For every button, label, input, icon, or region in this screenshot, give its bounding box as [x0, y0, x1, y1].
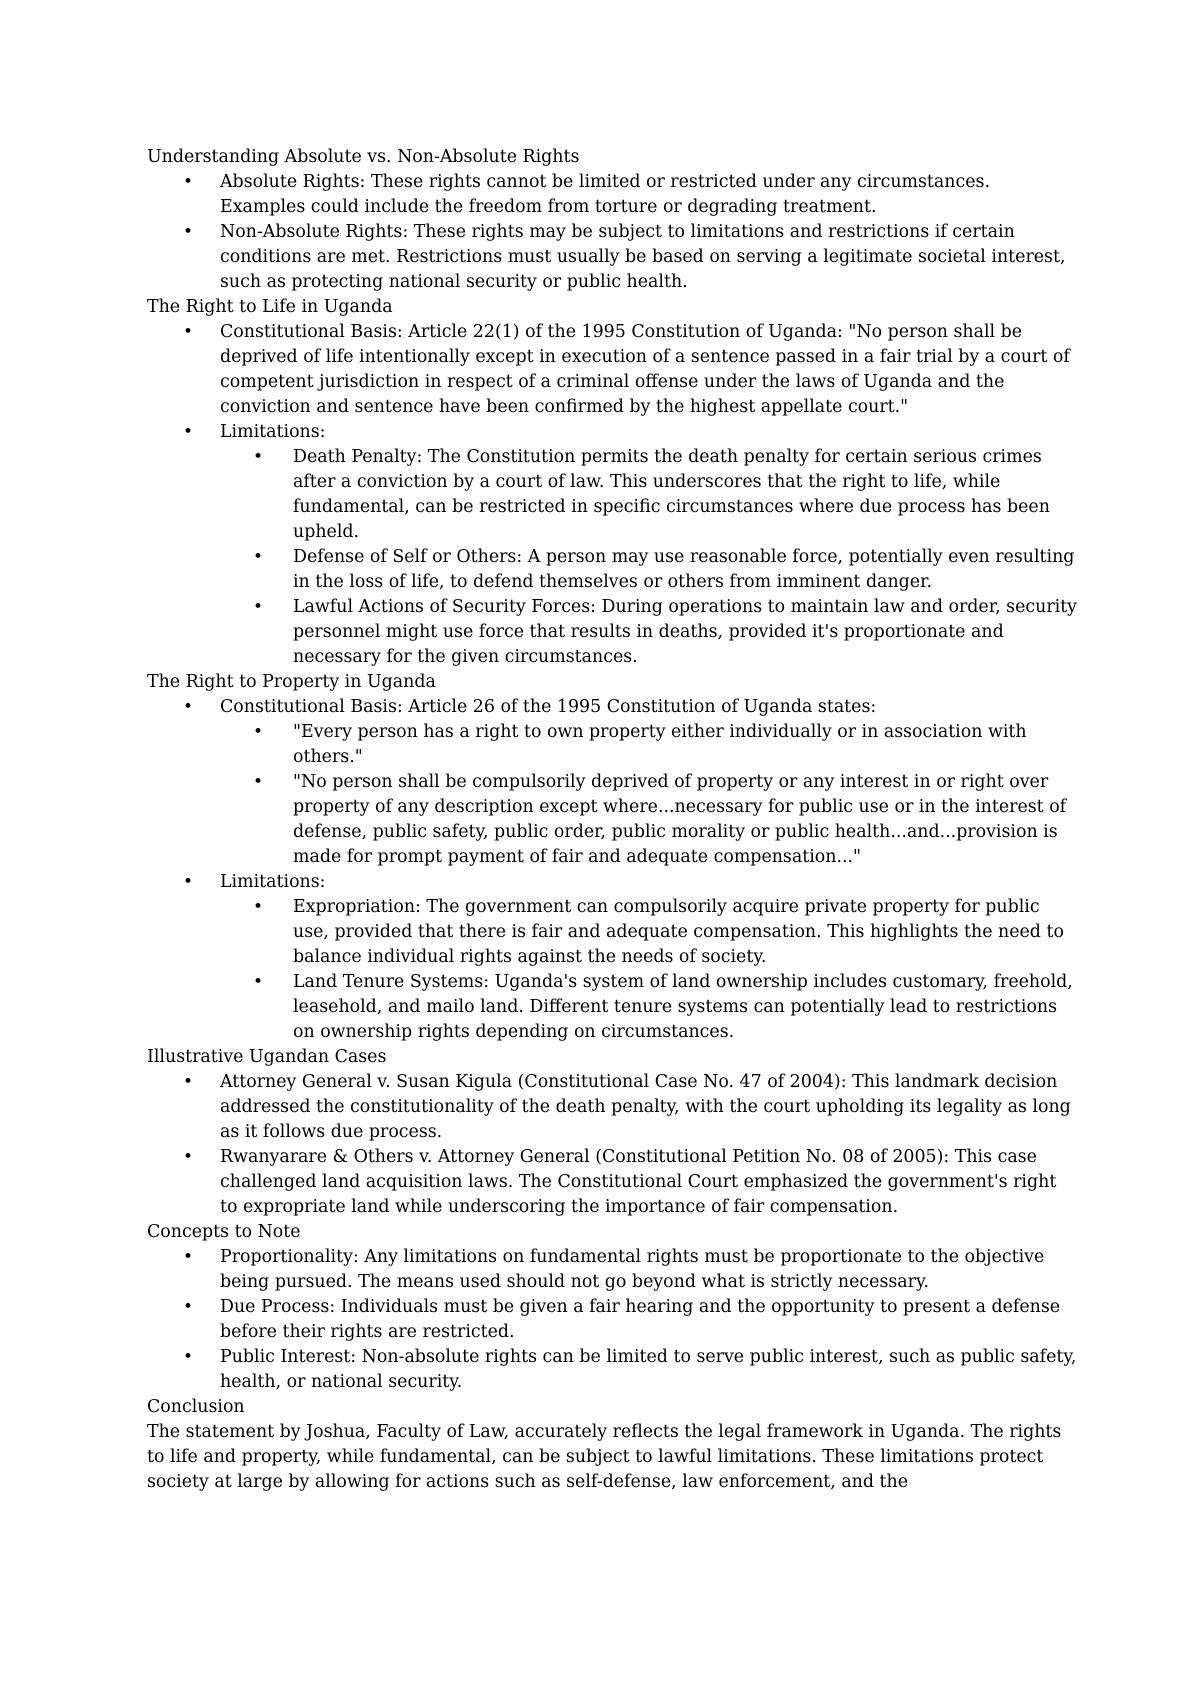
list-item-text: Death Penalty: The Constitution permits the death penalty for certain serious crimes after a conviction by a court of law. This underscores that the right to life, while fundamental, can be restricted in specific circumstances where due process has been upheld.	[293, 447, 1050, 542]
list-item-text: Limitations:	[220, 872, 326, 892]
list-item-text: Rwanyarare & Others v. Attorney General (Constitutional Petition No. 08 of 2005): This case challenged land acquisition laws. The Constitutional Court emphasized the government's right to expropriate land while underscoring the importance of fair compensation.	[220, 1147, 1057, 1217]
list-item-text: Proportionality: Any limitations on fundamental rights must be proportionate to the objective being pursued. The means used should not go beyond what is strictly necessary.	[220, 1247, 1045, 1292]
bullet-list	[147, 170, 1077, 295]
list-item-text: Land Tenure Systems: Uganda's system of land ownership includes customary, freehold, leasehold, and mailo land. Different tenure systems can potentially lead to restrictions on ownership rights depending on circumstances.	[293, 972, 1073, 1042]
bullet-list	[147, 320, 1077, 670]
list-item	[147, 1345, 1077, 1395]
list-item-text: Limitations:	[220, 422, 326, 442]
section-heading: The Right to Property in Uganda	[147, 672, 436, 692]
list-item-text: Non-Absolute Rights: These rights may be subject to limitations and restrictions if certain conditions are met. Restrictions must usually be based on serving a legitimate societal interest, such as protecting national security or public health.	[220, 222, 1066, 292]
sub-list-item	[147, 545, 1077, 595]
section-heading: Concepts to Note	[147, 1222, 301, 1242]
sub-list-item	[147, 970, 1077, 1045]
sub-list-item	[147, 595, 1077, 670]
bullet-icon: •	[183, 1072, 194, 1092]
list-item-text: "No person shall be compulsorily deprived of property or any interest in or right over property of any description except where...necessary for public use or in the interest of defense, public safety, public order, public morality or public health...and...provision is made for prompt payment of fair and adequate compensation..."	[293, 772, 1067, 867]
list-item-text: Lawful Actions of Security Forces: During operations to maintain law and order, security personnel might use force that results in deaths, provided it's proportionate and necessary for the given circumstances.	[293, 597, 1078, 667]
list-item	[147, 1295, 1077, 1345]
bullet-list	[147, 1245, 1077, 1395]
list-item	[147, 170, 1077, 220]
list-item-text: Constitutional Basis: Article 26 of the 1995 Constitution of Uganda states:	[220, 697, 877, 717]
bullet-icon: •	[253, 722, 264, 742]
list-item	[147, 1245, 1077, 1295]
bullet-icon: •	[183, 172, 194, 192]
list-item	[147, 220, 1077, 295]
list-item	[147, 1070, 1077, 1145]
sub-list-item	[147, 445, 1077, 545]
list-item	[147, 420, 1077, 445]
sub-list-item	[147, 895, 1077, 970]
conclusion-heading: Conclusion	[147, 1397, 245, 1417]
bullet-icon: •	[183, 697, 194, 717]
bullet-icon: •	[253, 547, 264, 567]
bullet-list	[147, 1070, 1077, 1220]
list-item-text: Attorney General v. Susan Kigula (Constitutional Case No. 47 of 2004): This landmark decision addressed the constitutionality of the death penalty, with the court upholding its legality as long as it follows due process.	[220, 1072, 1071, 1142]
bullet-icon: •	[253, 972, 264, 992]
list-item	[147, 320, 1077, 420]
bullet-icon: •	[183, 422, 194, 442]
section-heading: Understanding Absolute vs. Non-Absolute Rights	[147, 147, 580, 167]
section-heading: The Right to Life in Uganda	[147, 297, 393, 317]
bullet-icon: •	[183, 1247, 194, 1267]
list-item	[147, 695, 1077, 720]
bullet-list	[147, 695, 1077, 1045]
bullet-icon: •	[183, 322, 194, 342]
list-item-text: Defense of Self or Others: A person may use reasonable force, potentially even resulting in the loss of life, to defend themselves or others from imminent danger.	[293, 547, 1075, 592]
bullet-icon: •	[253, 597, 264, 617]
bullet-icon: •	[183, 222, 194, 242]
sub-list-item	[147, 720, 1077, 770]
conclusion-paragraph: The statement by Joshua, Faculty of Law, accurately reflects the legal framework in Uganda. The rights to life and property, while fundamental, can be subject to lawful limitations. These limitations protect society at large by allowing for actions such as self-defense, law enforcement, and the	[147, 1422, 1062, 1492]
bullet-icon: •	[183, 1297, 194, 1317]
list-item-text: Due Process: Individuals must be given a fair hearing and the opportunity to present a defense before their rights are restricted.	[220, 1297, 1061, 1342]
list-item	[147, 1145, 1077, 1220]
list-item-text: Constitutional Basis: Article 22(1) of the 1995 Constitution of Uganda: "No person shall be deprived of life intentionally except in execution of a sentence passed in a fair trial by a court of competent jurisdiction in respect of a criminal offense under the laws of Uganda and the conviction and sentence have been confirmed by the highest appellate court."	[220, 322, 1070, 417]
bullet-icon: •	[253, 772, 264, 792]
bullet-icon: •	[183, 1347, 194, 1367]
document-body	[147, 145, 1077, 1495]
list-item-text: "Every person has a right to own property either individually or in association with others."	[293, 722, 1027, 767]
section-heading: Illustrative Ugandan Cases	[147, 1047, 387, 1067]
list-item-text: Public Interest: Non-absolute rights can be limited to serve public interest, such as public safety, health, or national security.	[220, 1347, 1077, 1392]
list-item-text: Absolute Rights: These rights cannot be limited or restricted under any circumstances. Examples could include the freedom from torture or degrading treatment.	[220, 172, 990, 217]
bullet-icon: •	[183, 872, 194, 892]
bullet-icon: •	[253, 897, 264, 917]
sub-list-item	[147, 770, 1077, 870]
list-item-text: Expropriation: The government can compulsorily acquire private property for public use, provided that there is fair and adequate compensation. This highlights the need to balance individual rights against the needs of society.	[293, 897, 1064, 967]
list-item	[147, 870, 1077, 895]
bullet-icon: •	[253, 447, 264, 467]
bullet-icon: •	[183, 1147, 194, 1167]
